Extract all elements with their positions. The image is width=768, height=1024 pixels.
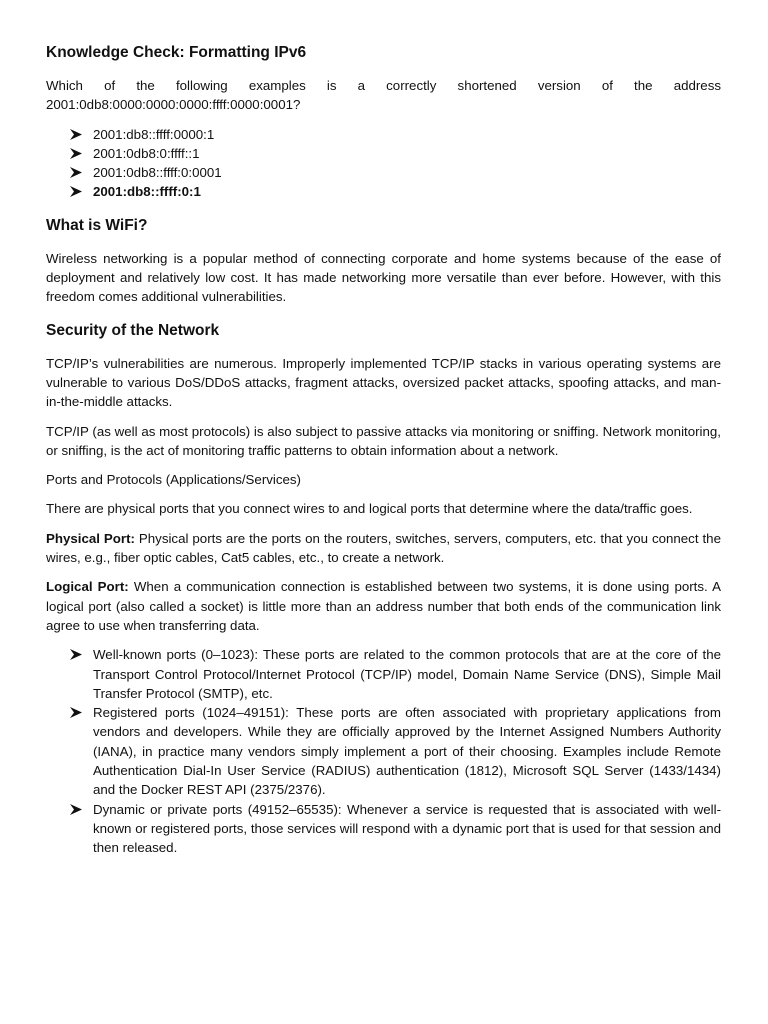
port-range-text: Well-known ports (0–1023): These ports are related to the common protocols that are at the core of the Transport Control Protocol/Internet Protocol (TCP/IP) model, Domain Name Service (DNS), Simple Mail Transfer Protocol (SMTP), etc. [93,647,721,701]
security-heading: Security of the Network [46,321,220,339]
port-range-text: Dynamic or private ports (49152–65535): Whenever a service is requested that is associated with well-known or registered ports, those services will respond with a dynamic port that is used for that session and then released. [93,801,721,856]
correct-option-text: 2001:db8::ffff:0:1 [93,184,201,200]
security-paragraph-2: TCP/IP (as well as most protocols) is also subject to passive attacks via monitoring or sniffing. Network monitoring, or sniffing, is the act of monitoring traffic patterns to obtain information about a network. [46,423,721,458]
option-text: 2001:0db8:0:ffff::1 [93,145,200,161]
list-item [93,163,721,182]
logical-port-label: Logical Port: [46,579,129,595]
physical-port-paragraph [46,529,721,568]
list-item [93,125,721,144]
arrowhead-bullet-icon [70,645,82,664]
logical-port-paragraph [46,577,721,635]
logical-port-text: When a communication connection is established between two systems, it is done using ports. A logical port (also called a socket) is little more than an address number that both ends of the communication link agree to use when transferring data. [46,579,721,633]
arrowhead-bullet-icon [70,163,82,182]
option-text: 2001:0db8::ffff:0:0001 [93,165,222,181]
knowledge-check-question: Which of the following examples is a correctly shortened version of the address 2001:0db8:0000:0000:0000:ffff:0000:0001? [46,78,721,113]
list-item [93,144,721,163]
port-ranges-list [46,645,721,857]
wifi-body: Wireless networking is a popular method of connecting corporate and home systems because of the ease of deployment and relatively low cost. It has made networking more versatile than ever before. However, with this freedom comes additional vulnerabilities. [46,250,721,305]
knowledge-check-heading: Knowledge Check: Formatting IPv6 [46,44,307,61]
list-item [93,645,721,703]
security-paragraph-1: TCP/IP’s vulnerabilities are numerous. Improperly implemented TCP/IP stacks in various operating systems are vulnerable to various DoS/DDoS attacks, fragment attacks, oversized packet attacks, spoofing attacks, and man-in-the-middle attacks. [46,355,721,410]
ports-subheading: Ports and Protocols (Applications/Services) [46,472,301,488]
arrowhead-bullet-icon [70,144,82,163]
arrowhead-bullet-icon [70,125,82,144]
list-item [93,703,721,799]
physical-port-text: Physical ports are the ports on the routers, switches, servers, computers, etc. that you connect the wires, e.g., fiber optic cables, Cat5 cables, etc., to create a network. [46,530,721,566]
list-item [93,800,721,858]
list-item [93,182,721,201]
arrowhead-bullet-icon [70,703,82,722]
answer-options-list [46,125,721,202]
port-range-text: Registered ports (1024–49151): These ports are often associated with proprietary applications from vendors and developers. While they are officially approved by the Internet Assigned Numbers Authority (IANA), in practice many vendors simply implement a port of their choosing. Examples include Remote Authentication Dial-In User Service (RADIUS) authentication (1812), Microsoft SQL Server (1433/1434) and the Docker REST API (2375/2376). [93,705,721,798]
ports-intro: There are physical ports that you connect wires to and logical ports that determine where the data/traffic goes. [46,501,693,517]
arrowhead-bullet-icon [70,800,82,819]
arrowhead-bullet-icon [70,182,82,201]
physical-port-label: Physical Port: [46,530,135,546]
option-text: 2001:db8::ffff:0000:1 [93,126,215,142]
wifi-heading: What is WiFi? [46,216,148,234]
